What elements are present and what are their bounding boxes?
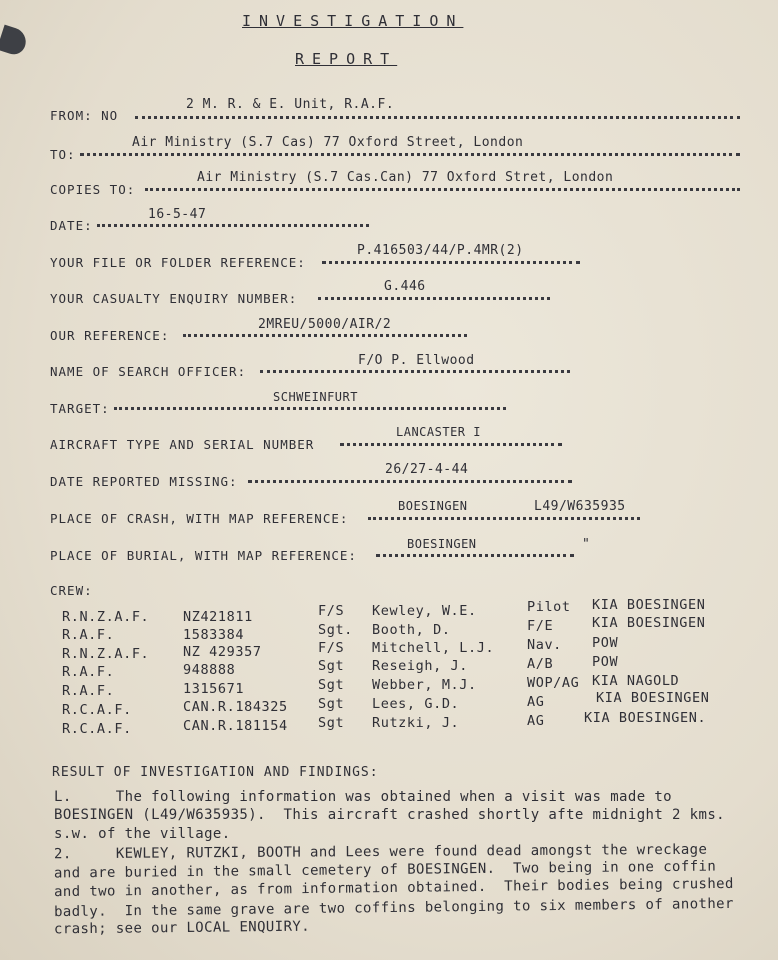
crew-status: KIA BOESINGEN	[596, 690, 710, 706]
burial-ditto-mark: "	[582, 537, 591, 552]
crew-role: Nav.	[527, 637, 562, 653]
findings-line: badly. In the same grave are two coffins belonging to six members of another	[53, 895, 734, 921]
crew-rank: Sgt.	[318, 622, 353, 638]
findings-line: 2. KEWLEY, RUTZKI, BOOTH and Lees were found dead amongst the wreckage	[53, 841, 708, 863]
aircraft-label: AIRCRAFT TYPE AND SERIAL NUMBER	[50, 437, 315, 452]
crew-service: R.N.Z.A.F.	[62, 609, 150, 625]
crew-name: Webber, M.J.	[372, 677, 477, 693]
crew-role: AG	[527, 713, 545, 729]
crew-label: CREW:	[50, 583, 93, 598]
crew-rank: Sgt	[318, 696, 345, 712]
crew-name: Mitchell, L.J.	[372, 640, 495, 656]
crew-name: Kewley, W.E.	[372, 603, 477, 619]
crew-number: CAN.R.184325	[183, 699, 288, 715]
crew-number: 948888	[183, 662, 236, 678]
crew-rank: Sgt	[318, 658, 345, 674]
casualty-number-dotted-line	[318, 297, 550, 300]
burial-place-value: BOESINGEN	[407, 537, 477, 551]
findings-line: s.w. of the village.	[54, 826, 231, 842]
from-dotted-line	[135, 116, 740, 119]
crash-place-label: PLACE OF CRASH, WITH MAP REFERENCE:	[50, 511, 349, 526]
copies-to-dotted-line	[145, 188, 740, 191]
crew-number: 1583384	[183, 627, 245, 643]
crew-role: A/B	[527, 656, 554, 672]
crew-role: F/E	[527, 618, 554, 634]
our-reference-dotted-line	[183, 334, 467, 337]
casualty-number-value: G.446	[384, 279, 426, 294]
result-heading: RESULT OF INVESTIGATION AND FINDINGS:	[52, 765, 379, 780]
date-missing-dotted-line	[248, 480, 572, 483]
to-label: TO:	[50, 147, 76, 162]
crew-role: AG	[527, 694, 545, 710]
findings-line: L. The following information was obtained when a visit was made to	[54, 789, 673, 805]
crew-role: Pilot	[527, 599, 571, 615]
target-dotted-line	[114, 407, 506, 410]
crew-service: R.C.A.F.	[62, 702, 132, 718]
crew-number: 1315671	[183, 681, 245, 697]
ink-smudge	[0, 25, 29, 58]
target-label: TARGET:	[50, 401, 110, 416]
burial-place-label: PLACE OF BURIAL, WITH MAP REFERENCE:	[50, 548, 357, 563]
search-officer-label: NAME OF SEARCH OFFICER:	[50, 364, 247, 379]
crew-number: NZ 429357	[183, 644, 262, 660]
casualty-number-label: YOUR CASUALTY ENQUIRY NUMBER:	[50, 291, 298, 306]
crew-number: CAN.R.181154	[183, 718, 288, 734]
crash-place-value: BOESINGEN	[398, 499, 468, 513]
date-label: DATE:	[50, 218, 93, 233]
our-reference-value: 2MREU/5000/AIR/2	[258, 317, 392, 332]
to-value: Air Ministry (S.7 Cas) 77 Oxford Street, London	[132, 135, 524, 150]
crew-rank: F/S	[318, 603, 345, 619]
crew-number: NZ421811	[183, 609, 253, 625]
document-subtitle: REPORT	[295, 50, 398, 68]
our-reference-label: OUR REFERENCE:	[50, 328, 170, 343]
crew-rank: Sgt	[318, 677, 345, 693]
date-missing-label: DATE REPORTED MISSING:	[50, 474, 238, 489]
crew-status: POW	[592, 654, 619, 670]
copies-to-label: COPIES TO:	[50, 182, 136, 197]
date-value: 16-5-47	[148, 207, 207, 222]
file-reference-label: YOUR FILE OR FOLDER REFERENCE:	[50, 255, 306, 270]
crew-status: KIA BOESINGEN	[592, 597, 706, 613]
crew-status: KIA BOESINGEN.	[584, 710, 707, 726]
from-value: 2 M. R. & E. Unit, R.A.F.	[186, 97, 395, 112]
findings-line: and two in another, as from information obtained. Their bodies being crushed	[53, 875, 734, 901]
to-dotted-line	[80, 153, 740, 156]
crew-role: WOP/AG	[527, 675, 580, 691]
crew-name: Reseigh, J.	[372, 658, 469, 674]
aircraft-value: LANCASTER I	[396, 425, 481, 439]
crew-name: Lees, G.D.	[372, 696, 460, 712]
crew-rank: F/S	[318, 640, 345, 656]
findings-line: crash; see our LOCAL ENQUIRY.	[53, 918, 311, 938]
findings-line: and are buried in the small cemetery of BOESINGEN. Two being in one coffin	[53, 858, 717, 882]
crew-name: Rutzki, J.	[372, 715, 460, 731]
crew-rank: Sgt	[318, 715, 345, 731]
crew-status: POW	[592, 635, 619, 651]
crew-service: R.A.F.	[62, 627, 115, 643]
from-label: FROM: NO	[50, 108, 119, 123]
crew-service: R.A.F.	[62, 664, 115, 680]
target-value: SCHWEINFURT	[273, 390, 358, 404]
document-title: INVESTIGATION	[242, 12, 464, 30]
crash-map-reference: L49/W635935	[534, 499, 626, 514]
crew-service: R.N.Z.A.F.	[62, 646, 150, 662]
copies-to-value: Air Ministry (S.7 Cas.Can) 77 Oxford Stret, London	[197, 170, 614, 185]
burial-place-dotted-line	[376, 554, 574, 557]
crew-status: KIA BOESINGEN	[592, 615, 706, 631]
crew-service: R.A.F.	[62, 683, 115, 699]
search-officer-dotted-line	[260, 370, 570, 373]
crew-name: Booth, D.	[372, 622, 451, 638]
crew-service: R.C.A.F.	[62, 721, 132, 737]
findings-line: BOESINGEN (L49/W635935). This aircraft crashed shortly afte midnight 2 kms.	[54, 807, 725, 823]
file-reference-dotted-line	[322, 261, 580, 264]
file-reference-value: P.416503/44/P.4MR(2)	[357, 243, 524, 258]
crash-place-dotted-line	[368, 517, 640, 520]
search-officer-value: F/O P. Ellwood	[358, 353, 475, 368]
aircraft-dotted-line	[340, 443, 562, 446]
date-dotted-line	[97, 224, 369, 227]
crew-status: KIA NAGOLD	[592, 673, 680, 689]
date-missing-value: 26/27-4-44	[385, 462, 469, 477]
